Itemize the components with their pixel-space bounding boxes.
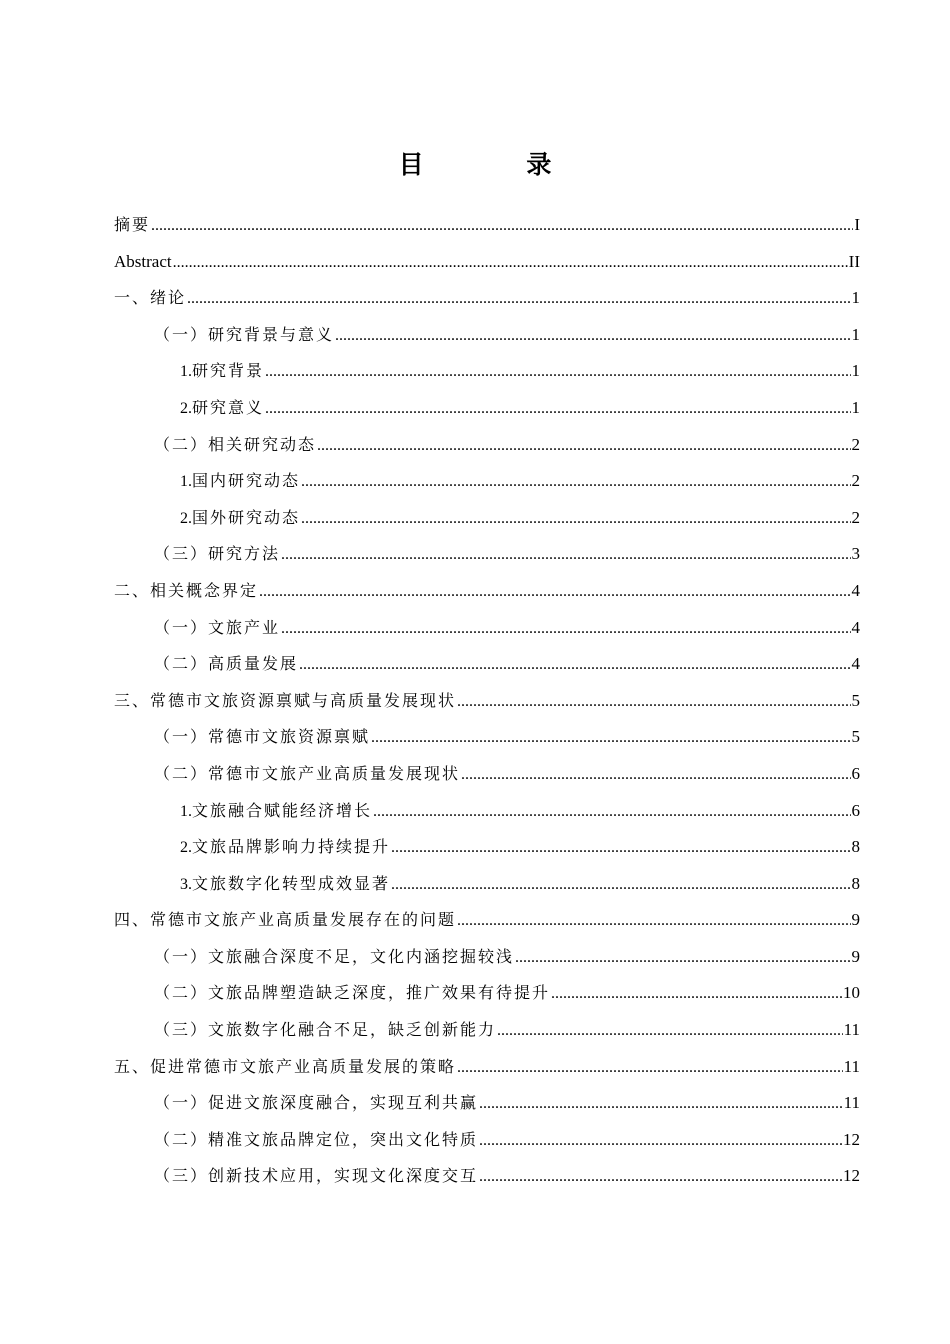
toc-entry-page-number: 6: [851, 800, 860, 820]
toc-entry-page-number: 1: [851, 324, 860, 344]
dot-leader: [317, 428, 850, 465]
dot-leader: [551, 976, 842, 1013]
toc-entry[interactable]: [114, 244, 860, 281]
toc-entry-page-number: I: [854, 215, 860, 234]
toc-entry-label: 文旅数字化转型成效显著: [192, 873, 391, 893]
dot-leader: [391, 867, 850, 904]
dot-leader: [187, 281, 850, 318]
toc-entry-label: 一、绪论: [114, 288, 187, 308]
table-of-contents: [114, 207, 860, 1195]
toc-entry[interactable]: [114, 793, 860, 830]
toc-entry[interactable]: [114, 1085, 860, 1122]
toc-entry-label: 摘要: [114, 215, 151, 234]
toc-entry-label: （一）常德市文旅资源禀赋: [154, 727, 371, 747]
toc-entry-page-number: 4: [851, 617, 860, 637]
toc-entry-page-number: 2: [851, 471, 860, 491]
toc-entry-page-number: 11: [843, 1020, 860, 1040]
toc-entry[interactable]: [114, 463, 860, 500]
dot-leader: [265, 354, 850, 391]
toc-entry-label: 文旅融合赋能经济增长: [192, 800, 373, 820]
toc-entry-label: （三）研究方法: [154, 544, 281, 564]
toc-entry-label: 三、常德市文旅资源禀赋与高质量发展现状: [114, 690, 457, 710]
dot-leader: [335, 318, 850, 355]
toc-entry[interactable]: [114, 866, 860, 903]
toc-entry-page-number: 11: [843, 1056, 860, 1076]
toc-entry[interactable]: [114, 573, 860, 610]
toc-entry-label: 二、相关概念界定: [114, 580, 259, 600]
toc-entry-page-number: 6: [851, 763, 860, 783]
toc-entry-page-number: II: [848, 251, 860, 271]
toc-entry[interactable]: [114, 939, 860, 976]
dot-leader: [301, 464, 850, 501]
toc-entry-label: 国内研究动态: [192, 471, 301, 491]
toc-entry-label: （一）文旅产业: [154, 617, 281, 637]
toc-entry-label: 四、常德市文旅产业高质量发展存在的问题: [114, 910, 457, 930]
toc-entry-label: （一）文旅融合深度不足，文化内涵挖掘较浅: [154, 946, 515, 966]
toc-entry[interactable]: [114, 317, 860, 354]
toc-entry[interactable]: [114, 683, 860, 720]
toc-entry-page-number: 12: [843, 1129, 860, 1149]
toc-entry-label: （一）促进文旅深度融合，实现互利共赢: [154, 1093, 479, 1113]
toc-entry-number: 3.: [180, 875, 192, 893]
toc-entry-number: 2.: [180, 839, 192, 857]
dot-leader: [479, 1159, 842, 1196]
dot-leader: [457, 684, 850, 721]
toc-entry[interactable]: [114, 756, 860, 793]
toc-entry-number: 1.: [180, 473, 192, 491]
toc-entry-page-number: 1: [851, 288, 860, 308]
toc-entry-number: 1.: [180, 802, 192, 820]
dot-leader: [173, 245, 848, 282]
dot-leader: [281, 611, 850, 648]
toc-entry-page-number: 9: [851, 910, 860, 930]
toc-entry[interactable]: [114, 500, 860, 537]
toc-entry-label: 国外研究动态: [192, 507, 301, 527]
toc-entry-label: （二）常德市文旅产业高质量发展现状: [154, 763, 461, 783]
toc-entry[interactable]: [114, 610, 860, 647]
toc-entry-page-number: 12: [843, 1166, 860, 1186]
dot-leader: [457, 903, 850, 940]
dot-leader: [479, 1123, 842, 1160]
dot-leader: [457, 1050, 843, 1087]
toc-entry-label: 研究背景: [192, 361, 265, 381]
dot-leader: [515, 940, 850, 977]
toc-entry[interactable]: [114, 719, 860, 756]
dot-leader: [373, 794, 850, 831]
toc-entry-page-number: 5: [851, 727, 860, 747]
toc-entry[interactable]: [114, 280, 860, 317]
dot-leader: [461, 757, 850, 794]
toc-entry-label: Abstract: [114, 251, 172, 271]
dot-leader: [391, 830, 850, 867]
toc-entry-page-number: 8: [851, 837, 860, 857]
toc-entry-page-number: 10: [843, 983, 860, 1003]
toc-entry-number: 1.: [180, 363, 192, 381]
toc-entry[interactable]: [114, 829, 860, 866]
toc-entry[interactable]: [114, 646, 860, 683]
toc-entry[interactable]: [114, 353, 860, 390]
dot-leader: [151, 208, 853, 245]
toc-title: 目 录: [398, 150, 599, 179]
toc-entry-page-number: 5: [851, 690, 860, 710]
dot-leader: [497, 1013, 843, 1050]
toc-entry-page-number: 3: [851, 544, 860, 564]
toc-entry-label: （三）创新技术应用，实现文化深度交互: [154, 1166, 479, 1186]
toc-entry-label: （一）研究背景与意义: [154, 324, 335, 344]
toc-entry-page-number: 1: [851, 361, 860, 381]
toc-entry[interactable]: [114, 1049, 860, 1086]
toc-entry-number: 2.: [180, 509, 192, 527]
toc-entry[interactable]: [114, 390, 860, 427]
toc-entry[interactable]: [114, 207, 860, 244]
toc-entry-label: （三）文旅数字化融合不足，缺乏创新能力: [154, 1020, 497, 1040]
dot-leader: [299, 647, 850, 684]
dot-leader: [265, 391, 850, 428]
toc-entry[interactable]: [114, 1158, 860, 1195]
dot-leader: [301, 501, 850, 538]
toc-entry[interactable]: [114, 1122, 860, 1159]
toc-entry-page-number: 4: [851, 654, 860, 674]
toc-entry[interactable]: [114, 975, 860, 1012]
toc-entry[interactable]: [114, 536, 860, 573]
toc-entry-label: 研究意义: [192, 397, 265, 417]
toc-entry-page-number: 9: [851, 946, 860, 966]
toc-entry-label: 五、促进常德市文旅产业高质量发展的策略: [114, 1056, 457, 1076]
toc-entry-label: （二）高质量发展: [154, 654, 299, 674]
toc-entry-page-number: 2: [851, 507, 860, 527]
toc-entry-page-number: 2: [851, 434, 860, 454]
toc-entry-number: 2.: [180, 399, 192, 417]
toc-entry-label: （二）相关研究动态: [154, 434, 317, 454]
toc-entry-label: （二）精准文旅品牌定位，突出文化特质: [154, 1129, 479, 1149]
toc-entry-page-number: 11: [843, 1093, 860, 1113]
toc-entry-label: 文旅品牌影响力持续提升: [192, 837, 391, 857]
toc-entry-page-number: 8: [851, 873, 860, 893]
toc-entry-label: （二）文旅品牌塑造缺乏深度，推广效果有待提升: [154, 983, 551, 1003]
dot-leader: [479, 1086, 843, 1123]
toc-entry[interactable]: [114, 427, 860, 464]
dot-leader: [371, 720, 850, 757]
toc-entry[interactable]: [114, 902, 860, 939]
toc-entry-page-number: 4: [851, 580, 860, 600]
toc-entry-page-number: 1: [851, 397, 860, 417]
toc-entry[interactable]: [114, 1012, 860, 1049]
dot-leader: [259, 574, 850, 611]
dot-leader: [281, 537, 850, 574]
